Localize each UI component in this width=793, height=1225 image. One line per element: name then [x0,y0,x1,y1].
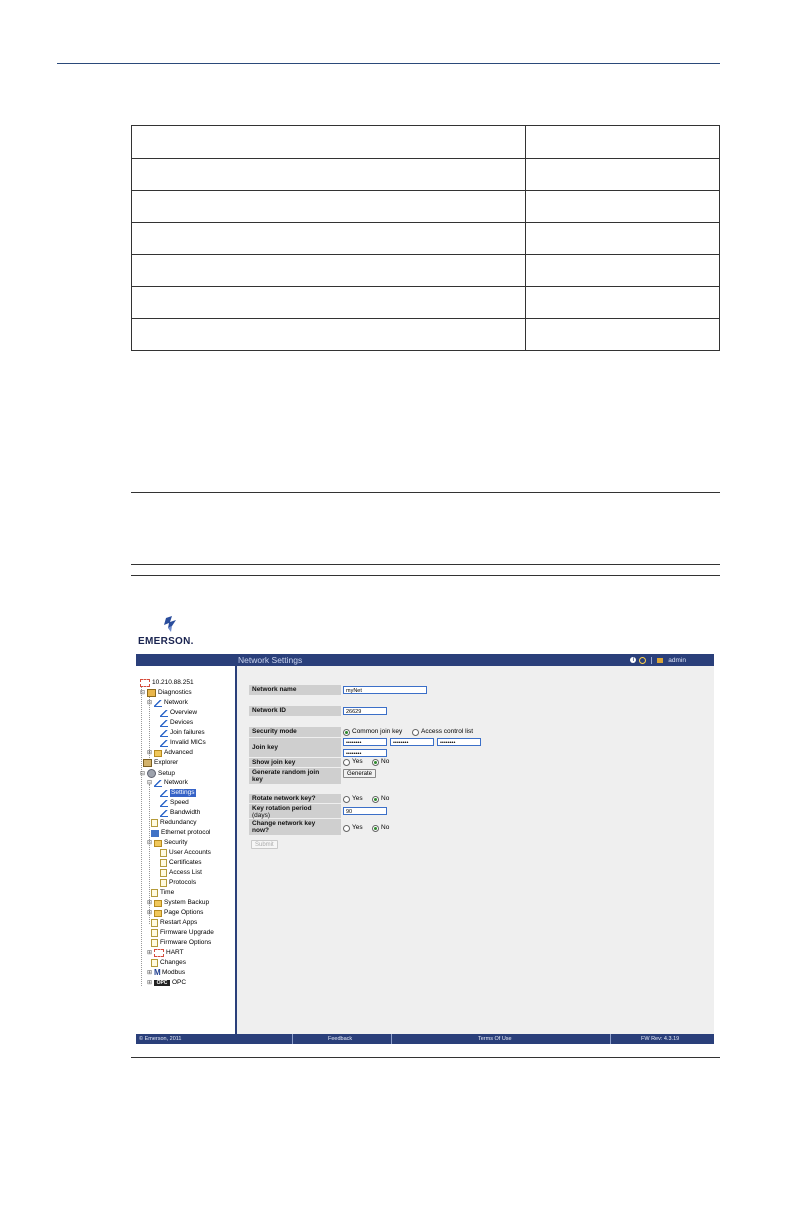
tree-item-overview[interactable]: Overview [160,709,197,717]
feedback-link[interactable]: Feedback [328,1036,353,1042]
radio-icon[interactable] [343,796,350,803]
folder-icon [154,750,162,757]
network-icon [154,700,162,707]
tree-item-invalid-mics[interactable]: Invalid MICs [160,739,206,747]
page-icon [151,889,158,897]
tree-item-gateway[interactable]: 10.210.88.251 [140,679,194,687]
info-icon[interactable]: i [630,657,636,663]
common-join-key-option[interactable]: Common join key [343,728,402,736]
page-icon [151,819,158,827]
figure-bottom-rule [131,1057,720,1058]
modbus-icon: M [154,968,161,977]
tree-item-firmware-upgrade[interactable]: Firmware Upgrade [151,929,214,937]
join-key-input-4[interactable]: •••••••• [343,749,387,757]
table-row [132,191,720,223]
settings-content [237,666,714,1034]
change-key-yes[interactable]: Yes [343,824,363,832]
page-icon [151,929,158,937]
tree-item-diagnostics[interactable]: ⊟ Diagnostics [140,689,192,696]
tree-item-advanced[interactable]: ⊞ Advanced [147,749,193,756]
join-key-input-3[interactable]: •••••••• [437,738,481,746]
user-name[interactable]: admin [668,656,686,664]
rotate-key-yes[interactable]: Yes [343,795,363,803]
show-join-key-no[interactable]: No [372,758,389,766]
collapse-icon[interactable]: ⊟ [147,840,153,846]
emerson-wordmark: EMERSON. [138,636,194,647]
table-row [132,223,720,255]
header-separator [651,657,652,664]
radio-selected-icon[interactable] [372,825,379,832]
folder-icon [154,910,162,917]
table-row [132,255,720,287]
note-bottom-rule [131,564,720,565]
tree-item-setup[interactable]: ⊟ Setup [140,769,175,777]
rotate-network-key-label: Rotate network key? [249,794,341,803]
key-rotation-period-label [249,804,341,818]
opc-icon: OPC [154,980,170,986]
page-icon [160,849,167,857]
tree-item-restart-apps[interactable]: Restart Apps [151,919,197,927]
network-name-label: Network name [249,685,341,695]
tree-item-time[interactable]: Time [151,889,174,897]
table-row [132,287,720,319]
generate-label-line-2: key [252,776,263,783]
security-mode-label: Security mode [249,727,341,737]
figure-top-rule [131,575,720,576]
network-icon [160,720,168,727]
page-title: Network Settings [238,655,303,665]
radio-icon[interactable] [343,759,350,766]
blank-table [131,125,720,351]
tree-item-redundancy[interactable]: Redundancy [151,819,197,827]
tree-item-devices[interactable]: Devices [160,719,193,727]
network-name-input[interactable]: myNet [343,686,427,694]
folder-icon [154,900,162,907]
join-key-input-2[interactable]: •••••••• [390,738,434,746]
change-key-label-line-1: Change network key [252,820,316,827]
rotation-period-unit: (days) [252,812,271,819]
navigation-tree [136,666,235,1034]
tree-item-system-backup[interactable]: ⊞ System Backup [147,899,210,906]
explorer-icon [143,759,152,767]
hart-icon [154,949,164,957]
radio-icon[interactable] [412,729,419,736]
page-icon [160,869,167,877]
page-icon [151,919,158,927]
radio-selected-icon[interactable] [372,759,379,766]
gateway-icon [140,679,150,687]
radio-icon[interactable] [343,825,350,832]
help-icon[interactable] [639,657,646,664]
generate-join-key-label [249,768,341,784]
network-id-label: Network ID [249,706,341,716]
tree-item-network[interactable]: ⊟ Network [147,699,188,706]
key-rotation-period-input[interactable]: 90 [343,807,387,815]
folder-icon [154,840,162,847]
network-settings-screenshot [136,614,714,1044]
footer-bar [136,1034,714,1044]
user-icon [657,658,663,663]
network-icon [160,730,168,737]
tree-item-ethernet-protocol[interactable]: Ethernet protocol [151,829,211,837]
tree-item-page-options[interactable]: ⊞ Page Options [147,909,204,916]
change-network-key-label [249,819,341,835]
show-join-key-label: Show join key [249,758,341,767]
network-icon [160,710,168,717]
diagnostics-icon [147,689,156,697]
table-row [132,126,720,159]
gear-icon [147,769,156,778]
collapse-icon[interactable]: ⊟ [147,700,153,706]
tree-item-user-accounts[interactable]: User Accounts [160,849,211,857]
show-join-key-yes[interactable]: Yes [343,758,363,766]
join-key-input-1[interactable]: •••••••• [343,738,387,746]
network-icon [160,740,168,747]
radio-selected-icon[interactable] [343,729,350,736]
expand-icon[interactable]: ⊞ [147,750,153,756]
expand-icon[interactable]: ⊞ [147,970,153,976]
tree-item-security[interactable]: ⊟ Security [147,839,188,846]
collapse-icon[interactable]: ⊟ [147,780,153,786]
tree-item-settings[interactable]: Settings [160,789,196,797]
join-key-label: Join key [249,738,341,757]
expand-icon[interactable]: ⊞ [147,950,153,956]
expand-icon[interactable]: ⊞ [147,910,153,916]
tree-item-speed[interactable]: Speed [160,799,189,807]
tree-item-changes[interactable]: Changes [151,959,186,967]
rotation-period-label-text: Key rotation period [252,805,312,812]
tree-item-certificates[interactable]: Certificates [160,859,202,867]
tree-item-setup-network[interactable]: ⊟ Network [147,779,188,786]
change-key-label-line-2: now? [252,827,269,834]
header-bar [136,654,714,666]
change-key-no[interactable]: No [372,824,389,832]
page-icon [160,859,167,867]
rotate-key-no[interactable]: No [372,795,389,803]
tree-item-access-list[interactable]: Access List [160,869,202,877]
network-id-input[interactable]: 26629 [343,707,387,715]
page-icon [151,939,158,947]
access-control-list-option[interactable]: Access control list [412,728,473,736]
expand-icon[interactable]: ⊞ [147,980,153,986]
tree-item-hart[interactable]: ⊞ HART [147,949,184,956]
page-icon [151,959,158,967]
copyright-text: © Emerson, 2011 [139,1036,182,1042]
header-tools [630,654,686,666]
collapse-icon[interactable]: ⊟ [140,690,146,696]
terms-of-use-link[interactable]: Terms Of Use [478,1036,512,1042]
tree-item-explorer[interactable]: Explorer [143,759,178,767]
expand-icon[interactable]: ⊞ [147,900,153,906]
network-icon [154,780,162,787]
page-top-rule [57,63,720,64]
tree-item-opc[interactable]: ⊞ OPC OPC [147,979,187,986]
tree-item-bandwidth[interactable]: Bandwidth [160,809,200,817]
network-icon [160,810,168,817]
network-icon [160,790,168,797]
page-icon [160,879,167,887]
firmware-revision: FW Rev: 4.3.19 [641,1036,680,1042]
ethernet-icon [151,830,159,837]
tree-item-join-failures[interactable]: Join failures [160,729,205,737]
emerson-logo-icon [136,614,216,636]
generate-label-line-1: Generate random join [252,769,320,776]
network-icon [160,800,168,807]
table-row [132,159,720,191]
note-top-rule [131,492,720,493]
emerson-logo [136,614,216,656]
table-row [132,319,720,351]
radio-selected-icon[interactable] [372,796,379,803]
generate-button[interactable]: Generate [343,769,376,778]
tree-item-firmware-options[interactable]: Firmware Options [151,939,211,947]
tree-item-modbus[interactable]: ⊞ M Modbus [147,968,186,977]
submit-button[interactable]: Submit [251,840,278,849]
tree-item-protocols[interactable]: Protocols [160,879,196,887]
collapse-icon[interactable]: ⊟ [140,770,146,777]
